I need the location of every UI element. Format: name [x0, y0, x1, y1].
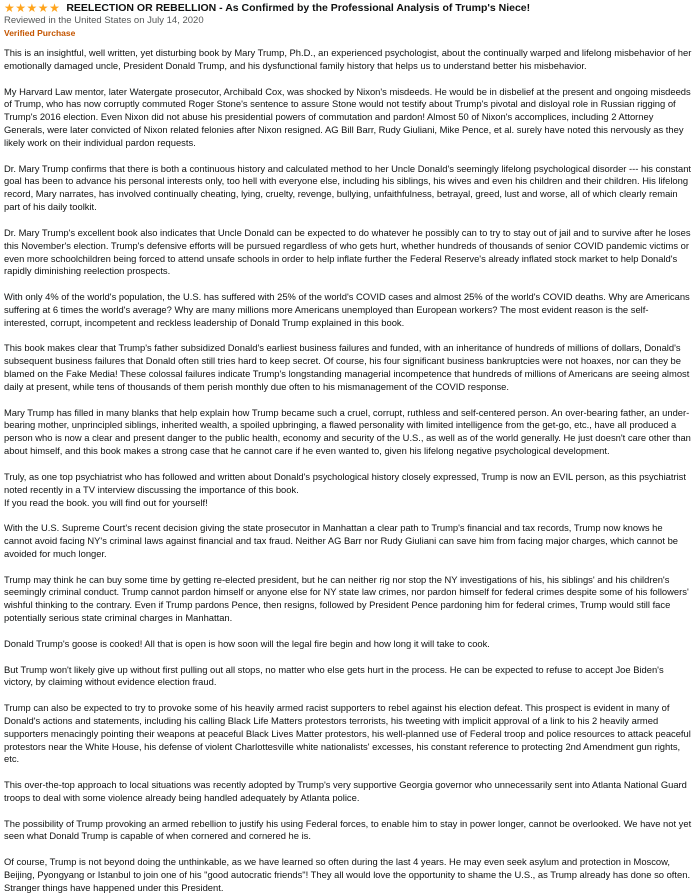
- review-paragraph: This book makes clear that Trump's father subsidized Donald's earliest business failures and funded, with an inheritance of hundreds of millions of dollars, Donald's subsequent business failures that Donald often still tries hard to keep secret. Of course, his four significant business bankruptcies were not hoaxes, nor can they be blamed on the Fake Media! These colossal failures indicate Trump's longstanding managerial incompetence that hundreds of millions of Americans are seeing almost daily at present, while tens of thousands of them perish monthly due often to his mismanagement of the COVID response.: [4, 342, 690, 392]
- review-paragraph: Mary Trump has filled in many blanks that help explain how Trump became such a cruel, corrupt, ruthless and self-centered person. An over-bearing father, an under-bearing mother, unprincipled siblings, inherited wealth, a spoiled upbringing, a flawed personality with limited intelligence from the get-go, etc., have all produced a person who is now a clear and present danger to the public health, economy and security of the U.S., as well as of the world generally. He just doesn't care other than about himself, and this book makes a strong case that he cannot care if he even wanted to, given his lifelong negative psychological development.: [4, 406, 691, 457]
- review-paragraph: This is an insightful, well written, yet disturbing book by Mary Trump, Ph.D., an experienced psychologist, about the continually warped and lifelong misbehavior of her emotionally damaged uncle, President Donald Trump, and his dysfunctional family history that helps us to understand better his misbehavior.: [4, 47, 692, 71]
- review-paragraph: Donald Trump's goose is cooked! All that is open is how soon will the legal fire begin and how long it will take to cook.: [4, 637, 490, 649]
- review-paragraph: With the U.S. Supreme Court's recent decision giving the state prosecutor in Manhattan a clear path to Trump's financial and tax records, Trump now knows he cannot avoid facing NY's criminal laws against financial and tax fraud. Neither AG Barr nor Rudy Giuliani can save him from facing major charges, which cannot be avoided for much longer.: [4, 522, 678, 559]
- review-header: [4, 1, 692, 15]
- review-paragraph: With only 4% of the world's population, the U.S. has suffered with 25% of the world's COVID cases and almost 25% of the world's COVID deaths. Why are Americans suffering at 6 times the world's average? Why are many millions more Americans unemployed than European workers? The most evident reason is the self-interested, corrupt, incompetent and reckless leadership of Donald Trump explained in this book.: [4, 291, 690, 328]
- review-paragraph: My Harvard Law mentor, later Watergate prosecutor, Archibald Cox, was shocked by Nixon's misdeeds. He would be in disbelief at the present and ongoing misdeeds of Trump, who has now corruptly commuted Roger Stone's sentence to assure Stone would not testify about Trump's pivotal and disloyal role in Russian rigging of Trump's 2016 election. Even Nixon did not abuse his presidential powers of commutation and pardon! Almost 50 of Nixon's accomplices, including 2 Attorney Generals, were later convicted of Nixon related felonies after Nixon resigned. AG Bill Barr, Rudy Giuliani, Mike Pence, et al. surely have noted this nervously as they likely work on their individual pardon requests.: [4, 85, 691, 148]
- review-title[interactable]: REELECTION OR REBELLION - As Confirmed by the Professional Analysis of Trump's Niece!: [66, 1, 531, 14]
- star-rating[interactable]: [4, 2, 60, 14]
- star-icon: ★: [15, 1, 27, 15]
- review-paragraph: But Trump won't likely give up without first pulling out all stops, no matter who else gets hurt in the process. He can be expected to refuse to accept Joe Biden's victory, by claiming without evidence election fraud.: [4, 663, 664, 688]
- review-body: [4, 47, 692, 895]
- review-paragraph: Of course, Trump is not beyond doing the unthinkable, as we have learned so often during the last 4 years. He may even seek asylum and protection in Moscow, Beijing, Pyongyang or Istanbul to join one of his "good autocratic friends"! They all would love the opportunity to shame the U.S., as Trump already has done so often. Stranger things have happened under this President.: [4, 856, 691, 893]
- review-paragraph: Trump can also be expected to try to provoke some of his heavily armed racist supporters to rebel against his election defeat. This prospect is evident in many of Donald's actions and statements, including his calling Black Life Matters protestors terrorists, his tweeting with implicit approval of a link to his 2 heavily armed supporters menacingly pointing their weapons at peaceful Black Lives Matter protestors, his well-planned use of Federal troop and police resources to attack peaceful protestors near the White House, his defense of violent Charlottesville white nationalists' excesses, his constant reference to protecting 2nd Amendment gun rights, etc.: [4, 702, 691, 765]
- review-paragraph: Dr. Mary Trump's excellent book also indicates that Uncle Donald can be expected to do whatever he possibly can to try to stay out of jail and to survive after he loses this November's election. Trump's defensive efforts will be pursued regardless of who gets hurt, whether hundreds of thousands of senior COVID pandemic victims or even more schoolchildren being forced to attend unsafe schools in order to help inflate further the Federal Reserve's already inflated stock market to help Donald's rapidly diminishing reelection prospects.: [4, 226, 691, 277]
- review-paragraph: Trump may think he can buy some time by getting re-elected president, but he can neither rig nor stop the NY investigations of his, his siblings' and his children's seemingly criminal conduct. Trump cannot pardon himself or anyone else for NY state law crimes, nor pardon himself for federal crimes despite some of his followers' wishful thinking to the contrary. Even if Trump pardons Pence, then resigns, followed by President Pence pardoning him for federal crimes, Trump would still face potentially serious state criminal charges in Manhattan.: [4, 573, 689, 624]
- review-paragraph: Dr. Mary Trump confirms that there is both a continuous history and calculated method to her Uncle Donald's seemingly lifelong psychological disorder --- his constant goal has been to advance his personal interests only, too hell with everyone else, including his siblings, his wives and even his children and their children. His lifelong record, Mary narrates, has involved continually cheating, lying, cruelty, revenge, bullying, unfaithfulness, betrayal, greed, lust and worse, all of which clearly remain part of his daily toolkit.: [4, 162, 692, 213]
- star-icon: ★: [37, 1, 49, 15]
- review-paragraph: Truly, as one top psychiatrist who has followed and written about Donald's psychological history closely expressed, Trump is now an EVIL person, as this psychiatrist noted recently in a TV interview discussing the importance of this book. If you read the book. you will find out for yourself!: [4, 470, 686, 508]
- review-paragraph: This over-the-top approach to local situations was recently adopted by Trump's very supportive Georgia governor who unnecessarily sent into Atlanta National Guard troops to deal with some violence already being handled adequately by Atlanta police.: [4, 779, 687, 803]
- star-icon: ★: [26, 1, 38, 15]
- star-icon: ★: [49, 1, 60, 15]
- verified-purchase-badge[interactable]: Verified Purchase: [4, 28, 76, 38]
- star-icon: ★: [4, 1, 15, 15]
- review-paragraph: The possibility of Trump provoking an armed rebellion to justify his using Federal forces, to enable him to stay in power longer, cannot be overlooked. We have not yet seen what Donald Trump is capable of when cornered and cornered he is.: [4, 817, 692, 842]
- review-date: Reviewed in the United States on July 14, 2020: [4, 15, 204, 26]
